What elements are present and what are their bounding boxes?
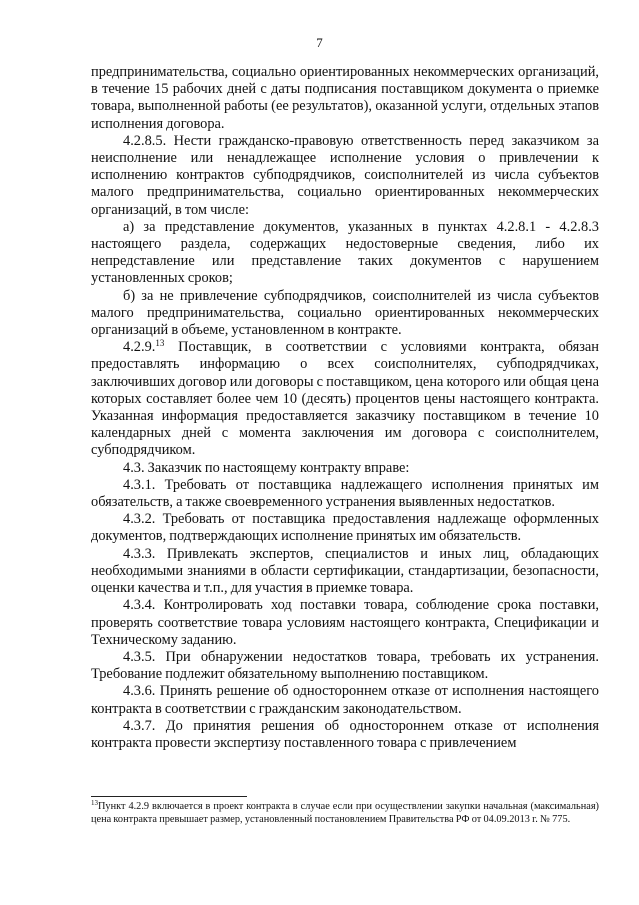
- paragraph-4-3-6: 4.3.6. Принять решение об одностороннем отказе от исполнения настоящего контракта в соответствии с гражданским законодательством.: [91, 683, 599, 717]
- footnote-separator: [91, 796, 247, 797]
- clause-text: Поставщик, в соответствии с условиями контракта, обязан предоставлять информацию о всех соисполнителях, субподрядчиках, заключивших договор или договоры с поставщиком, цена которого или общая цена которых составляет более чем 10 (десять) процентов цены настоящего контракта. Указанная информация предоставляется заказчику поставщиком в течение 10 календарных дней с момента заключения им договора с соисполнителем, субподрядчиком.: [91, 339, 599, 459]
- paragraph-4-3-1: 4.3.1. Требовать от поставщика надлежащего исполнения принятых им обязательств, а также своевременного устранения выявленных недостатков.: [91, 476, 599, 511]
- paragraph-4-3-4: 4.3.4. Контролировать ход поставки товара, соблюдение срока поставки, проверять соответствие товара условиям настоящего контракта, Спецификации и Техническому заданию.: [91, 597, 599, 648]
- paragraph-continuation: предпринимательства, социально ориентированных некоммерческих организаций, в течение 15 рабочих дней с даты подписания поставщиком документа о приемке товара, выполненной работы (ее результатов), оказанной услуги, отдельных этапов исполнения договора.: [91, 64, 599, 132]
- page-number: 7: [316, 35, 323, 50]
- paragraph-4-2-9: [91, 339, 599, 459]
- footnote-marker: 13: [91, 799, 98, 807]
- clause-number: 4.2.9.: [123, 339, 156, 356]
- paragraph-4-3-3: 4.3.3. Привлекать экспертов, специалистов и иных лиц, обладающих необходимыми знаниями в области сертификации, стандартизации, безопасности, оценки качества и т.п., для участия в приемке товара.: [91, 545, 599, 597]
- footnote-reference: 13: [155, 338, 165, 349]
- paragraph-4-3-7: 4.3.7. До принятия решения об одностороннем отказе от исполнения контракта провести экспертизу поставленного товара с привлечением: [91, 717, 599, 751]
- paragraph-item-b: б) за не привлечение субподрядчиков, соисполнителей из числа субъектов малого предпринимательства, социально ориентированных некоммерческих организаций в объеме, установленном в контракте.: [91, 287, 599, 339]
- contract-body: [91, 64, 599, 752]
- paragraph-4-2-8-5: 4.2.8.5. Нести гражданско-правовую ответственность перед заказчиком за неисполнение или ненадлежащее исполнение условия о привлечении к исполнению контрактов субподрядчиков, соисполнителей из числа субъектов малого предпринимательства, социально ориентированных некоммерческих организаций, в том числе:: [91, 132, 599, 218]
- paragraph-4-3: 4.3. Заказчик по настоящему контракту вправе:: [123, 459, 410, 476]
- paragraph-4-3-5: 4.3.5. При обнаружении недостатков товара, требовать их устранения. Требование подлежит обязательному выполнению поставщиком.: [91, 648, 599, 683]
- paragraph-4-3-2: 4.3.2. Требовать от поставщика предоставления надлежаще оформленных документов, подтверждающих исполнение принятых им обязательств.: [91, 511, 599, 545]
- footnote-text: Пункт 4.2.9 включается в проект контракта в случае если при осуществлении закупки начальная (максимальная) цена контракта превышает размер, установленный постановлением Правительства РФ от 04.09.2013 г. № 775.: [91, 801, 599, 826]
- paragraph-item-a: а) за представление документов, указанных в пунктах 4.2.8.1 - 4.2.8.3 настоящего раздела, содержащих недостоверные сведения, либо их непредставление или представление таких документов с нарушением установленных сроков;: [91, 218, 599, 287]
- footnote: [91, 800, 599, 827]
